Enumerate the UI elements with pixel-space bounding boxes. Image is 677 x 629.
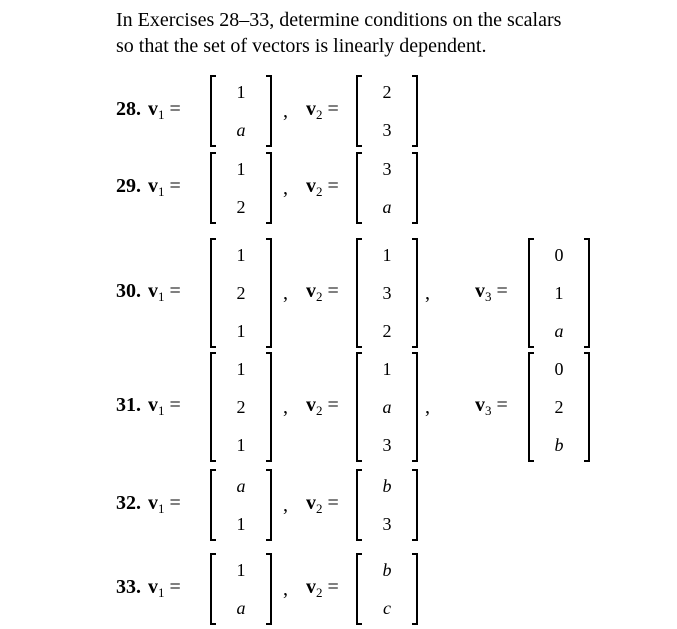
column-vector — [528, 238, 590, 348]
vector-entry: 3 — [382, 159, 392, 179]
vector-entry: 1 — [382, 245, 392, 265]
vector-label: $v_2$ = — [306, 492, 339, 516]
column-vector — [356, 352, 418, 462]
vector-entry: 1 — [554, 283, 564, 303]
vector-entry: a — [382, 197, 392, 217]
separator-comma: , — [283, 578, 288, 600]
vector-entry: 1 — [382, 359, 392, 379]
vector-entry: 1 — [236, 321, 246, 341]
instructions-line-1: In Exercises 28–33, determine conditions on the scalars — [116, 9, 562, 31]
column-vector — [210, 469, 272, 541]
separator-comma: , — [425, 282, 430, 304]
vector-entry: 1 — [236, 159, 246, 179]
separator-comma: , — [283, 282, 288, 304]
vector-label: $v_1$ = — [148, 492, 181, 516]
vector-entry: 2 — [236, 397, 246, 417]
vector-entry: b — [554, 435, 564, 455]
vector-entry: 3 — [382, 514, 392, 534]
column-vector — [356, 553, 418, 625]
exercise-number: 30. — [116, 280, 141, 302]
vector-entry: 2 — [382, 82, 392, 102]
vector-entry: 2 — [236, 197, 246, 217]
vector-entry: 0 — [554, 245, 564, 265]
vector-entry: 2 — [236, 283, 246, 303]
vector-entry: 1 — [236, 514, 246, 534]
vector-label: $v_3$ = — [475, 394, 508, 418]
exercise-number: 28. — [116, 98, 141, 120]
vector-entry: 3 — [382, 435, 392, 455]
vector-entry: a — [382, 397, 392, 417]
vector-entry: a — [554, 321, 564, 341]
vector-entry: b — [382, 476, 392, 496]
vector-entry: a — [236, 598, 246, 618]
column-vector — [356, 75, 418, 147]
exercise-number: 29. — [116, 175, 141, 197]
vector-entry: 2 — [554, 397, 564, 417]
vector-label: $v_1$ = — [148, 175, 181, 199]
vector-label: $v_2$ = — [306, 98, 339, 122]
vector-label: $v_2$ = — [306, 394, 339, 418]
separator-comma: , — [283, 396, 288, 418]
separator-comma: , — [283, 100, 288, 122]
vector-entry: 1 — [236, 560, 246, 580]
vector-entry: 2 — [382, 321, 392, 341]
vector-entry: a — [236, 476, 246, 496]
vector-entry: 3 — [382, 120, 392, 140]
vector-entry: b — [382, 560, 392, 580]
separator-comma: , — [283, 494, 288, 516]
column-vector — [210, 553, 272, 625]
vector-entry: 1 — [236, 359, 246, 379]
column-vector — [210, 238, 272, 348]
vector-label: $v_2$ = — [306, 576, 339, 600]
column-vector — [356, 469, 418, 541]
column-vector — [210, 152, 272, 224]
vector-label: $v_1$ = — [148, 576, 181, 600]
vector-entry: c — [383, 598, 391, 618]
vector-label: $v_2$ = — [306, 175, 339, 199]
separator-comma: , — [425, 396, 430, 418]
exercise-number: 31. — [116, 394, 141, 416]
vector-entry: a — [236, 120, 246, 140]
vector-entry: 0 — [554, 359, 564, 379]
vector-entry: 1 — [236, 82, 246, 102]
column-vector — [210, 352, 272, 462]
column-vector — [528, 352, 590, 462]
exercise-number: 32. — [116, 492, 141, 514]
vector-label: $v_1$ = — [148, 98, 181, 122]
separator-comma: , — [283, 177, 288, 199]
vector-label: $v_1$ = — [148, 280, 181, 304]
vector-entry: 3 — [382, 283, 392, 303]
vector-label: $v_2$ = — [306, 280, 339, 304]
vector-entry: 1 — [236, 245, 246, 265]
instructions-line-2: so that the set of vectors is linearly dependent. — [116, 35, 487, 57]
column-vector — [210, 75, 272, 147]
vector-label: $v_1$ = — [148, 394, 181, 418]
exercise-number: 33. — [116, 576, 141, 598]
instructions — [116, 7, 656, 59]
vector-label: $v_3$ = — [475, 280, 508, 304]
column-vector — [356, 152, 418, 224]
vector-entry: 1 — [236, 435, 246, 455]
column-vector — [356, 238, 418, 348]
